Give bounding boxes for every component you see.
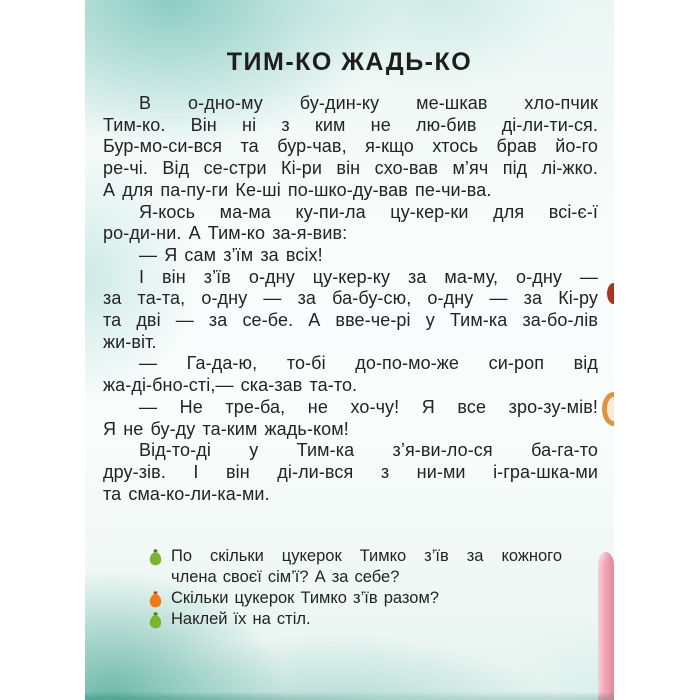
story-line: А для па-пу-ги Ке-ші по-шко-ду-вав пе-чи-ва. bbox=[103, 179, 492, 200]
story-line: В о-дно-му бу-дин-ку ме-шкав хло-пчик bbox=[139, 93, 598, 113]
question-text: Скільки цукерок Тимко з’їв разом? bbox=[171, 589, 439, 607]
story-line: жа-ді-бно-сті,— ска-зав та-то. bbox=[103, 375, 358, 396]
page-title: ТИМ-КО ЖАДЬ-КО bbox=[226, 48, 473, 76]
cutoff-illustration-orange bbox=[602, 392, 614, 426]
question-text: члена своєї сім’ї? А за себе? bbox=[171, 568, 400, 586]
story-line: Я не бу-ду та-ким жадь-ком! bbox=[103, 418, 349, 439]
question-item bbox=[148, 588, 562, 609]
question-item bbox=[148, 546, 562, 588]
story-line: Бур-мо-си-вся та бур-чав, я-кщо хтось брав йо-го bbox=[103, 136, 598, 157]
story-line: — Не тре-ба, не хо-чу! Я все зро-зу-мів! bbox=[139, 396, 598, 417]
question-text: Наклей їх на стіл. bbox=[171, 610, 311, 628]
story-line: дру-зів. І він ді-ли-вся з ни-ми і-гра-шка-ми bbox=[103, 461, 598, 482]
story-line: та дві — за се-бе. А вве-че-рі у Тим-ка за-бо-лів bbox=[103, 310, 598, 331]
cutoff-illustration-pink bbox=[598, 552, 614, 700]
story-line: Тим-ко. Він ні з ким не лю-бив ді-ли-ти-ся. bbox=[103, 114, 598, 135]
candy-sack-icon bbox=[148, 591, 163, 608]
book-page bbox=[85, 0, 614, 700]
story-line: ре-чі. Від се-стри Кі-ри він схо-вав м’яч під лі-жко. bbox=[103, 158, 598, 179]
story-text bbox=[103, 93, 598, 505]
story-line: за та-та, о-дну — за ба-бу-сю, о-дну — за Кі-ру bbox=[103, 288, 598, 309]
story-line: Я-кось ма-ма ку-пи-ла цу-кер-ки для всі-є-ї bbox=[139, 201, 598, 222]
story-line: І він з’їв о-дну цу-кер-ку за ма-му, о-дну — bbox=[139, 266, 598, 287]
story-line: жи-віт. bbox=[103, 331, 157, 352]
cutoff-illustration-red bbox=[607, 283, 614, 304]
story-line: ро-ди-ни. А Тим-ко за-я-вив: bbox=[103, 223, 348, 244]
story-line: — Га-да-ю, то-бі до-по-мо-же си-роп від bbox=[139, 353, 598, 374]
story-line: — Я сам з’їм за всіх! bbox=[139, 244, 323, 265]
activity-questions bbox=[148, 546, 562, 630]
question-text: По скільки цукерок Тимко з’їв за кожного bbox=[171, 547, 562, 565]
question-item bbox=[148, 609, 562, 630]
candy-sack-icon bbox=[148, 549, 163, 566]
story-line: Від-то-ді у Тим-ка з’я-ви-ло-ся ба-га-то bbox=[139, 440, 598, 461]
story-line: та сма-ко-ли-ка-ми. bbox=[103, 483, 270, 504]
candy-sack-icon bbox=[148, 612, 163, 629]
